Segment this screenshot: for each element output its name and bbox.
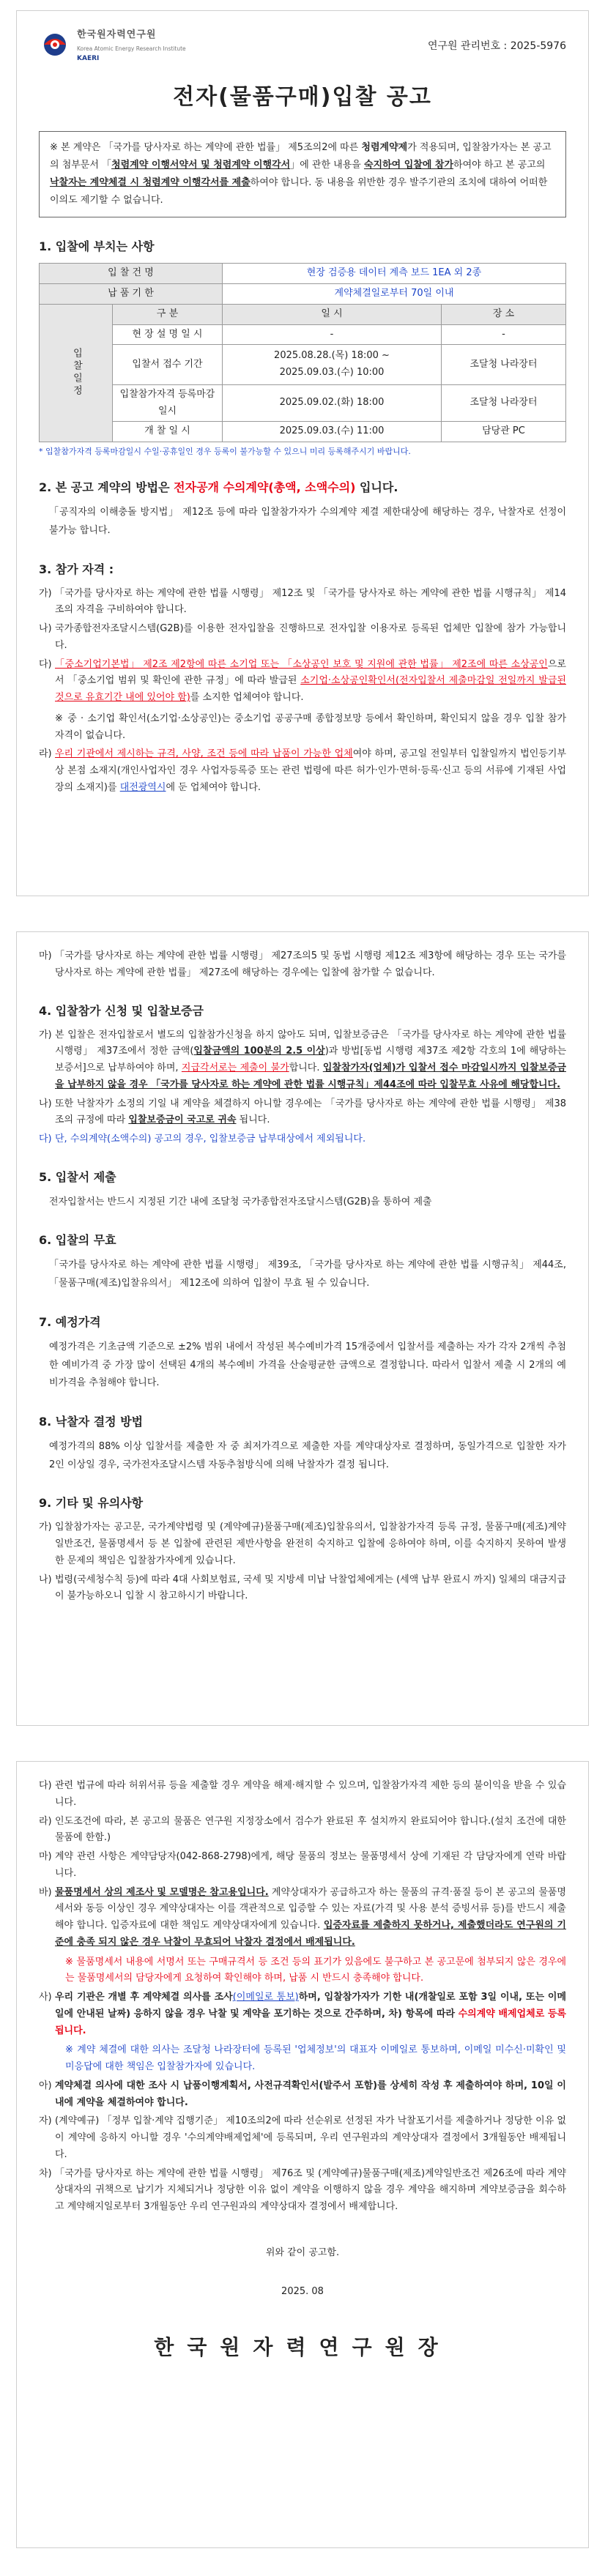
list-text: 계약체결 의사에 대한 조사 시 납품이행계획서, 사전규격확인서(발주서 포함)를 상세히 작성 후 제출하여야 하며, 10일 이내에 계약을 체결하여야 합니다.	[55, 2080, 566, 2108]
list-marker: 다)	[39, 658, 52, 670]
list-text: 단, 수의계약(소액수의) 공고의 경우, 입찰보증금 납부대상에서 제외됩니다.	[55, 1133, 366, 1144]
list-item	[39, 586, 566, 619]
list-text-highlight: 입찰참가자(업체)가 입찰서 접수 마감일시까지 입찰보증금을 납부하지 않을 경우 「국가를 당사자로 하는 계약에 관한 법률 시행규칙」제44조에 따라 입찰무효 사유에 해당합니다.	[55, 1062, 566, 1090]
list-note: ※ 물품명세서 내용에 서명서 또는 구매규격서 등 조건 등의 표기가 있음에도 불구하고 본 공고문에 첨부되지 않은 경우에는 물품명세서의 담당자에게 요청하여 확인해야 하며, 납품 시 반드시 충족해야 합니다.	[65, 1956, 566, 1984]
list-text-highlight: 수의계약 배제업체로 등록됩니다.	[55, 2008, 566, 2036]
table-row	[40, 324, 566, 345]
heading-text: 입니다.	[355, 480, 398, 495]
list-item	[39, 657, 566, 745]
list-item	[39, 1849, 566, 1883]
org-abbr: KAERI	[77, 54, 100, 62]
list-marker: 나)	[39, 1098, 52, 1109]
list-text-highlight: 입증자료를 제출하지 못하거나, 제출했더라도 연구원의 기준에 충족 되지 않은 경우 낙찰이 무효되어 낙찰자 결정에서 배제됩니다.	[55, 1920, 566, 1948]
list-text: 「국가를 당사자로 하는 계약에 관한 법률 시행령」 제76조 및 (계약예규)물품구매(제조)계약일반조건 제26조에 따라 계약상대자의 귀책으로 납기가 지체되거나 정당한 이유 없이 계약을 이행하지 않을 경우 계약을 해지하며 계약보증금을 회수하고 계약해지일로부터 3개월동안 우리 연구원과의 계약상대자 결정에서 배제합니다.	[55, 2167, 566, 2212]
table-cell: 2025.08.28.(목) 18:00 ~ 2025.09.03.(수) 10:00	[223, 345, 442, 385]
list-text: 됩니다.	[236, 1114, 270, 1126]
list-item	[39, 948, 566, 982]
list-marker: 마)	[39, 1851, 52, 1862]
list-item	[39, 1519, 566, 1569]
notice-text: 청렴계약 이행서약서 및 청렴계약 이행각서	[111, 160, 291, 171]
list-text: 으로서 「중소기업 범위 및 확인에 관한 규정」에 따라 발급된	[55, 658, 566, 687]
section-8-heading: 8. 낙찰자 결정 방법	[39, 1414, 144, 1429]
section-9-list-continued	[39, 1778, 566, 2216]
list-text-highlight: 입찰보증금이 국고로 귀속	[128, 1114, 237, 1126]
list-marker: 바)	[39, 1886, 52, 1898]
list-marker: 아)	[39, 2080, 52, 2091]
notice-page-3	[16, 1761, 589, 2548]
list-marker: 라)	[39, 1815, 52, 1827]
table-header: 장 소	[442, 304, 566, 324]
list-item	[39, 2166, 566, 2216]
list-marker: 마)	[39, 950, 52, 961]
list-text: 관련 법규에 따라 허위서류 등을 제출할 경우 계약을 해제·해지할 수 있으며, 입찰참가자격 제한 등의 불이익을 받을 수 있습니다.	[55, 1780, 566, 1808]
list-item	[39, 746, 566, 796]
list-item	[39, 1027, 566, 1094]
list-text: 법령(국세청수칙 등)에 따라 4대 사회보험료, 국세 및 지방세 미납 낙찰업체에게는 (세액 납부 완료시 까지) 일체의 대금지급이 불가능하오니 입찰 시 참고하시기 바랍니다.	[55, 1574, 566, 1602]
page-title: 전자(물품구매)입찰 공고	[173, 83, 432, 110]
notice-text: 청렴계약제	[361, 142, 408, 154]
list-item	[39, 1778, 566, 1812]
notice-text: 숙지하여 입찰에 참가	[363, 160, 454, 171]
section-6-heading: 6. 입찰의 무효	[39, 1233, 116, 1248]
list-text: 우리 기관은 개별 후 계약체결 의사를 조사	[55, 1992, 233, 2003]
section-1-heading: 1. 입찰에 부치는 사항	[39, 239, 155, 254]
notice-text: 낙찰자는 계약체결 시 청렴계약 이행각서를 제출	[50, 177, 250, 189]
list-text: 「국가를 당사자로 하는 계약에 관한 법률 시행령」 제27조의5 및 동법 시행령 제12조 제3항에 해당하는 경우 또는 국가를 당사자로 하는 계약에 관한 법률」 제27조에 해당하는 경우에는 입찰에 참가할 수 없습니다.	[55, 950, 566, 978]
list-marker: 차)	[39, 2167, 52, 2179]
list-marker: 라)	[39, 748, 52, 760]
list-item	[39, 1885, 566, 1988]
list-item	[39, 1989, 566, 2076]
notice-text: 하여야 하고 본 공고의	[453, 160, 546, 171]
table-value: 계약체결일로부터 70일 이내	[223, 284, 566, 305]
list-item	[39, 2078, 566, 2112]
list-text: 국가종합전자조달시스템(G2B)를 이용한 전자입찰을 진행하므로 전자입찰 이용자로 등록된 업체만 입찰에 참가 가능합니다.	[55, 623, 566, 651]
notice-text: 가 적용되며, 입찰참가자는 본 공고의 첨부문서 「	[50, 142, 552, 171]
table-cell: 2025.09.02.(화) 18:00	[223, 384, 442, 422]
table-cell: 2025.09.03.(수) 11:00	[223, 422, 442, 442]
list-text-highlight: 대전광역시	[119, 781, 166, 793]
section-3-list-continued	[39, 948, 566, 982]
list-marker: 다)	[39, 1133, 52, 1144]
list-text: 또한 낙찰자가 소정의 기일 내 계약을 체결하지 아니할 경우에는 「국가를 당사자로 하는 계약에 관한 법률 시행령」 제38조의 규정에 따라	[55, 1098, 566, 1126]
table-cell: 개 찰 일 시	[113, 422, 223, 442]
integrity-notice	[39, 131, 566, 217]
list-marker: 가)	[39, 1522, 52, 1533]
notice-page-1	[16, 10, 589, 896]
list-text-highlight: (이메일로 통보)	[232, 1992, 299, 2003]
list-text-highlight: 물품명세서 상의 제조사 및 모델명은 참고용입니다.	[55, 1886, 269, 1898]
section-8-body: 예정가격의 88% 이상 입찰서를 제출한 자 중 최저가격으로 제출한 자를 계약대상자로 결정하며, 동일가격으로 입찰한 자가 2인 이상일 경우, 국가전자조달시스템 자동추첨방식에 의해 낙찰자가 결정 됩니다.	[49, 1440, 566, 1470]
list-text: 하며, 입찰참가자가 기한 내(개찰일로 포함 3일 이내, 또는 이메일에 안내된 날짜) 응하지 않을 경우 낙찰 및 계약을 포기하는 것으로 간주하며, 차) 항목에 따라	[55, 1992, 566, 2020]
list-text: )과 방법[동법 시행령 제37조 제2항 각호의 1에 해당하는 보증서]으로 납부하여야 하며,	[55, 1046, 566, 1073]
list-text: 입찰참가자는 공고문, 국가계약법령 및 (계약예규)물품구매(제조)입찰유의서, 입찰참가자격 등록 규정, 물품구매(제조)계약일반조건, 물품명세서 등 본 입찰에 관련된 제반사항을 완전히 숙지하고 입찰에 응하여야 하며, 이를 숙지하지 못하여 발생한 문제의 책임은 입찰참가자에게 있습니다.	[55, 1522, 566, 1566]
management-number: 연구원 관리번호 : 2025-5976	[427, 40, 566, 52]
list-text: 에 둔 업체여야 합니다.	[166, 781, 261, 793]
list-marker: 자)	[39, 2115, 52, 2127]
heading-text-highlight: 전자공개 수의계약(총액, 소액수의)	[174, 480, 356, 495]
notice-page-2	[16, 931, 589, 1726]
list-text: 인도조건에 따라, 본 공고의 물품은 연구원 지정장소에서 검수가 완료된 후 설치까지 완료되어야 합니다.(설치 조건에 대한 물품에 한함.)	[55, 1815, 566, 1844]
list-note: ※ 중 · 소기업 확인서(소기업·소상공인)는 중소기업 공공구매 종합정보망 등에서 확인하며, 확인되지 않을 경우 입찰 참가 자격이 없습니다.	[55, 712, 566, 741]
list-marker: 나)	[39, 623, 52, 635]
notice-text: ※ 본 계약은 「국가를 당사자로 하는 계약에 관한 법률」 제5조의2에 따른	[50, 142, 362, 154]
list-text: 계약 관련 사항은 계약담당자(042-868-2798)에게, 해당 물품의 정보는 물품명세서 상에 기재된 각 담당자에게 연락 바랍니다.	[55, 1851, 566, 1879]
section-3-list	[39, 586, 566, 797]
table-label: 납 품 기 한	[40, 284, 223, 305]
list-text: (계약예규) 「정부 입찰·계약 집행기준」 제10조의2에 따라 선순위로 선정된 자가 낙찰포기서를 제출하거나 정당한 이유 없이 계약에 응하지 아니할 경우 '수의계약배제업체'에 등록되며, 우리 연구원과의 계약상대자 결정에서 3개월동안 배제됩니다.	[55, 2115, 566, 2160]
notice-date: 2025. 08	[281, 2285, 324, 2297]
bid-info-table	[39, 263, 566, 442]
table-cell: 담당관 PC	[442, 422, 566, 442]
table-header: 일 시	[223, 304, 442, 324]
section-5-body: 전자입찰서는 반드시 지정된 기간 내에 조달청 국가종합전자조달시스템(G2B)을 통하여 제출	[49, 1196, 432, 1207]
notice-text: 하여야 합니다. 동 내용을 위반한 경우 발주기관의 조치에 대하여 어떠한 이의도 제기할 수 없습니다.	[50, 177, 548, 206]
section-9-list	[39, 1519, 566, 1605]
section-7-body: 예정가격은 기초금액 기준으로 ±2% 범위 내에서 작성된 복수예비가격 15개중에서 입찰서를 제출하는 자가 각자 2개씩 추첨한 예비가격 중 가장 많이 선택된 4개의 복수예비 가격을 산술평균한 금액으로 결정합니다. 따라서 입찰서 제출 시 2개의 예비가격을 추첨해야 합니다.	[49, 1341, 566, 1389]
section-3-heading: 3. 참가 자격 :	[39, 562, 114, 576]
section-2-heading	[39, 477, 566, 498]
table-row	[40, 422, 566, 442]
table-cell: 현 장 설 명 일 시	[113, 324, 223, 345]
table-footnote: * 입찰참가자격 등록마감일시 수일·공휴일인 경우 등록이 불가능할 수 있으니 미리 등록해주시기 바랍니다.	[39, 447, 411, 457]
heading-text: 2. 본 공고 계약의 방법은	[39, 480, 174, 495]
list-text: 합니다.	[289, 1062, 323, 1073]
list-item	[39, 1131, 566, 1148]
closing-text: 위와 같이 공고함.	[265, 2246, 340, 2258]
page-header	[39, 11, 566, 65]
section-5-heading: 5. 입찰서 제출	[39, 1169, 116, 1184]
list-item	[39, 621, 566, 655]
list-text-highlight: 소기업·소상공인확인서(전자입찰서 제출마감일 전일까지 발급된 것으로 유효기간 내에 있어야 함)	[55, 675, 566, 704]
issuer-signature: 한국원자력연구원장	[154, 2335, 451, 2360]
section-9-heading: 9. 기타 및 유의사항	[39, 1496, 144, 1511]
table-label: 입 찰 건 명	[40, 264, 223, 284]
table-cell: 조달청 나라장터	[442, 384, 566, 422]
table-value: 현장 검증용 데이터 계측 보드 1EA 외 2종	[223, 264, 566, 284]
section-6-body: 「국가를 당사자로 하는 계약에 관한 법률 시행령」 제39조, 「국가를 당사자로 하는 계약에 관한 법률 시행규칙」 제44조, 「물품구매(제조)입찰유의서」 제12조에 의하여 입찰이 무효 될 수 있습니다.	[49, 1259, 566, 1289]
kaeri-logo	[39, 27, 186, 65]
table-cell: -	[223, 324, 442, 345]
table-cell: 조달청 나라장터	[442, 345, 566, 385]
table-cell: 입찰참가자격 등록마감일시	[113, 384, 223, 422]
list-text: 여야 하며, 공고일 전일부터 입찰일까지 법인등기부상 본점 소재지(개인사업자인 경우 사업자등록증 또는 관련 법령에 따른 허가·인가·면허·등록·신고 등의 서류에 기재된 사업장의 소재지)를	[55, 748, 567, 793]
list-text: 를 소지한 업체여야 합니다.	[190, 692, 304, 704]
table-side-label: 입찰일정	[40, 304, 113, 442]
section-4-heading: 4. 입찰참가 신청 및 입찰보증금	[39, 1003, 204, 1018]
org-name-en: Korea Atomic Energy Research Institute	[77, 45, 186, 52]
table-header: 구 분	[113, 304, 223, 324]
list-text: 계약상대자가 공급하고자 하는 물품의 규격·품질 등이 본 공고의 물품명세서와 동등 이상인 경우 계약상대자는 이를 객관적으로 입증할 수 있는 자료(가격 및 사용 분석 증빙서류 등)를 반드시 제출해야 합니다. 입증자료에 대한 책임도 계약상대자에게 있습니다.	[55, 1886, 566, 1931]
list-marker: 사)	[39, 1992, 52, 2003]
list-item	[39, 1572, 566, 1606]
list-item	[39, 1096, 566, 1130]
table-row	[40, 384, 566, 422]
list-marker: 나)	[39, 1574, 52, 1585]
list-text-highlight: 입찰금액의 100분의 2.5 이상	[193, 1046, 325, 1057]
section-2-body: 「공직자의 이해충돌 방지법」 제12조 등에 따라 입찰참가자가 수의계약 제결 제한대상에 해당하는 경우, 낙찰자로 선정이 불가능 합니다.	[49, 507, 566, 536]
notice-text: 」에 관한 내용을	[290, 160, 364, 171]
list-marker: 다)	[39, 1780, 52, 1791]
list-item	[39, 1814, 566, 1847]
list-text: 본 입찰은 전자입찰로서 별도의 입찰참가신청을 하지 않아도 되며, 입찰보증금은 「국가를 당사자로 하는 계약에 관한 법률 시행령」 제37조에서 정한 금액(	[55, 1029, 566, 1057]
table-cell: 입찰서 접수 기간	[113, 345, 223, 385]
list-note: ※ 계약 체결에 대한 의사는 조달청 나라장터에 등록된 '업체정보'의 대표자 이메일로 통보하며, 이메일 미수신·미확인 및 미응답에 대한 책임은 입찰참가자에 있습니다.	[65, 2044, 566, 2072]
list-marker: 가)	[39, 587, 52, 599]
list-text-highlight: 「중소기업기본법」 제2조 제2항에 따른 소기업 또는 「소상공인 보호 및 지원에 관한 법률」 제2조에 따른 소상공인	[55, 658, 548, 670]
kaeri-emblem-icon	[39, 30, 71, 62]
section-4-list	[39, 1027, 566, 1148]
list-item	[39, 2113, 566, 2163]
org-name-ko: 한국원자력연구원	[77, 29, 157, 40]
list-text-highlight: 우리 기관에서 제시하는 규격, 사양, 조건 등에 따라 납품이 가능한 업체	[55, 748, 353, 760]
list-text-highlight: 지급각서로는 제출이 불가	[181, 1062, 289, 1073]
list-text: 「국가를 당사자로 하는 계약에 관한 법률 시행령」 제12조 및 「국가를 당사자로 하는 계약에 관한 법률 시행규칙」 제14조의 자격을 구비하여야 합니다.	[55, 587, 566, 616]
section-7-heading: 7. 예정가격	[39, 1314, 101, 1329]
table-row	[40, 345, 566, 385]
list-marker: 가)	[39, 1029, 52, 1041]
table-cell: -	[442, 324, 566, 345]
